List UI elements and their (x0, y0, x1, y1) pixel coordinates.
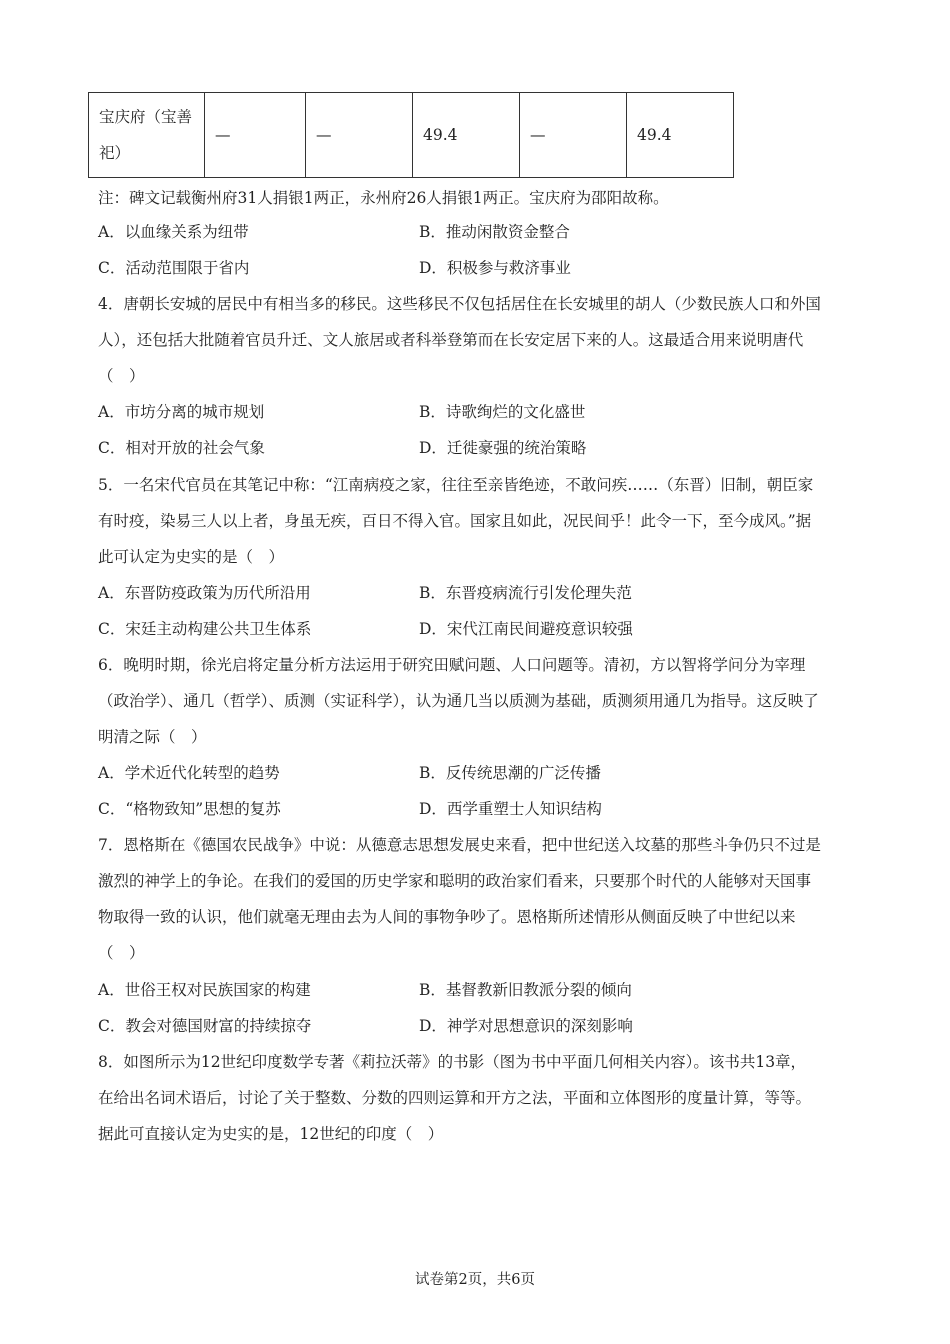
data-table (88, 92, 734, 178)
question-text: 据此可直接认定为史实的是，12世纪的印度（ ） (98, 1125, 444, 1143)
q6-option-d: D．西学重塑士人知识结构 (419, 800, 602, 818)
table-cell: 49.4 (413, 93, 520, 178)
question-text: 4．唐朝长安城的居民中有相当多的移民。这些移民不仅包括居住在长安城里的胡人（少数民族人口和外国 (98, 295, 821, 313)
question-text: 人），还包括大批随着官员升迁、文人旅居或者科举登第而在长安定居下来的人。这最适合用来说明唐代 (98, 331, 804, 349)
q5-option-b: B．东晋疫病流行引发伦理失范 (419, 584, 632, 602)
question-text: 在给出名词术语后，讨论了关于整数、分数的四则运算和开方之法，平面和立体图形的度量计算，等等。 (98, 1089, 812, 1107)
question-text: 8．如图所示为12世纪印度数学专著《莉拉沃蒂》的书影（图为书中平面几何相关内容）。该书共13章， (98, 1053, 807, 1071)
page-footer: 试卷第2页，共6页 (415, 1272, 535, 1288)
table-row (89, 93, 734, 178)
question-text: 5．一名宋代官员在其笔记中称：“江南病疫之家，往往至亲皆绝迹，不敢问疾……（东晋）旧制，朝臣家 (98, 476, 814, 494)
question-text: 物取得一致的认识，他们就毫无理由去为人间的事物争吵了。恩格斯所述情形从侧面反映了中世纪以来 (98, 908, 796, 926)
question-text: 7．恩格斯在《德国农民战争》中说：从德意志思想发展史来看，把中世纪送入坟墓的那些斗争仍只不过是 (98, 836, 821, 854)
q3-option-c: C．活动范围限于省内 (98, 259, 250, 277)
q3-option-b: B．推动闲散资金整合 (419, 223, 570, 241)
question-text: （ ） (98, 944, 145, 962)
q6-option-b: B．反传统思潮的广泛传播 (419, 764, 601, 782)
table-cell-prefecture: 宝庆府（宝善祀） (89, 93, 205, 178)
table-cell: — (306, 93, 413, 178)
question-text: 有时疫，染易三人以上者，身虽无疾，百日不得入官。国家且如此，况民间乎！此令一下，至今成风。”据 (98, 512, 812, 530)
q3-option-a: A．以血缘关系为纽带 (98, 223, 249, 241)
q4-option-a: A．市坊分离的城市规划 (98, 403, 265, 421)
q6-option-a: A．学术近代化转型的趋势 (98, 764, 280, 782)
table-note: 注：碑文记载衡州府31人捐银1两正，永州府26人捐银1两正。宝庆府为邵阳故称。 (98, 189, 669, 207)
q7-option-d: D．神学对思想意识的深刻影响 (419, 1017, 633, 1035)
q4-option-d: D．迁徙豪强的统治策略 (419, 439, 587, 457)
q4-option-b: B．诗歌绚烂的文化盛世 (419, 403, 586, 421)
q4-option-c: C．相对开放的社会气象 (98, 439, 265, 457)
q5-option-d: D．宋代江南民间避疫意识较强 (419, 620, 633, 638)
question-text: 6．晚明时期，徐光启将定量分析方法运用于研究田赋问题、人口问题等。清初，方以智将学问分为宰理 (98, 656, 806, 674)
table-cell: — (520, 93, 627, 178)
question-text: （政治学）、通几（哲学）、质测（实证科学），认为通几当以质测为基础，质测须用通几为指导。这反映了 (98, 692, 819, 710)
q7-option-a: A．世俗王权对民族国家的构建 (98, 981, 311, 999)
table-cell: 49.4 (627, 93, 734, 178)
q6-option-c: C．“格物致知”思想的复苏 (98, 800, 281, 818)
q5-option-a: A．东晋防疫政策为历代所沿用 (98, 584, 311, 602)
question-text: 此可认定为史实的是（ ） (98, 548, 285, 566)
q7-option-c: C．教会对德国财富的持续掠夺 (98, 1017, 312, 1035)
question-text: （ ） (98, 367, 145, 385)
question-text: 明清之际（ ） (98, 728, 207, 746)
question-text: 激烈的神学上的争论。在我们的爱国的历史学家和聪明的政治家们看来，只要那个时代的人能够对天国事 (98, 872, 812, 890)
q7-option-b: B．基督教新旧教派分裂的倾向 (419, 981, 632, 999)
q3-option-d: D．积极参与救济事业 (419, 259, 571, 277)
table-cell: — (205, 93, 306, 178)
q5-option-c: C．宋廷主动构建公共卫生体系 (98, 620, 312, 638)
